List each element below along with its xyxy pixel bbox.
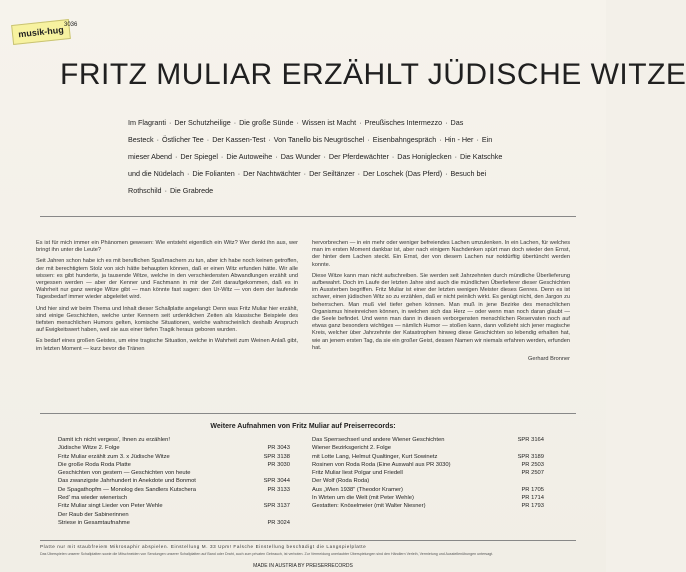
track-title: Der Pferdewächter: [328, 152, 389, 161]
price-sticker: musik-hug: [11, 19, 71, 45]
track-separator: ·: [168, 118, 172, 127]
liner-paragraph: hervorbrechen — in ein mehr oder weniger befreiendes Lachen umzulenken. In ein Lachen, für welches man im ersten Moment dankbar ist, aber nach einigem Nachdenken spürt man doch wieder den Ernst, der hinter dem Lachen steckt. Ein Ernst, der von diesem Lachen nur notdürftig übertüncht werden konnte.: [312, 240, 570, 268]
track-separator: ·: [275, 152, 278, 161]
record-number: [284, 436, 290, 444]
record-title: Jüdische Witze 2. Folge: [58, 445, 120, 452]
record-number: PR 3030: [267, 461, 290, 468]
liner-notes-left: [36, 240, 298, 357]
record-entry: [312, 469, 544, 477]
record-number: SPR 3044: [263, 478, 290, 485]
record-title: Striese in Gesamtaufnahme: [58, 519, 130, 526]
track-title: Der Loschek (Das Pferd): [363, 169, 443, 178]
record-entry: [58, 461, 290, 469]
more-recordings-heading: Weitere Aufnahmen von Fritz Muliar auf Preiserrecords:: [210, 423, 396, 430]
track-separator: ·: [156, 135, 159, 144]
record-number: PR 1714: [521, 495, 544, 502]
liner-paragraph: Diese Witze kann man nicht aufschreiben. Sie werden seit Jahrzehnten durch mündliche Überlieferung aufbewahrt. Doch im Laufe der letzten Jahre sind auch die mündlichen Überlieferer dieser Geschichten im Aussterben begriffen. Fritz Muliar ist einer der letzten wenigen Meister dieses Genres. Denn es ist schwer, einen jüdischen Witz so zu erzählen, daß er nicht peinlich wirkt. Es genügt nicht, den Jargon zu beherrschen. Man muß viel tiefer gehen können. Man muß in jene Bezirke des menschlichen Organismus hineinreichen können, in welchen sich das Herz — oder wenn man noch daran glaubt — die Seele befindet. Und wenn man dann in diesen verborgensten menschlichen Reservaten noch auf etwas ganz besonders wichtiges — nämlich Humor — stoßen kann, dann vollzieht sich jener magische Kreis, welcher über Jahrzehnte der Katastrophen hinweg diese Geschichten so lebendig erhalten hat, wie an jenem ersten Tag, da sie ein großer Geist, dessen Namen wir niemals erfahren werden, erfunden hat.: [312, 272, 570, 351]
record-entry: [58, 469, 290, 477]
record-entry: [58, 477, 290, 485]
record-title: Fritz Muliar singt Lieder von Peter Wehle: [58, 503, 163, 510]
record-entry: [58, 453, 290, 461]
record-number: PR 3133: [267, 486, 290, 493]
record-entry: [312, 477, 544, 485]
track-title: Besuch bei Rothschild: [128, 169, 487, 195]
track-separator: ·: [445, 169, 448, 178]
track-separator: ·: [454, 152, 457, 161]
track-title: Von Tanello bis Neugröschel: [273, 135, 365, 144]
track-separator: ·: [164, 186, 167, 195]
track-separator: ·: [186, 169, 190, 178]
record-entry: [312, 494, 544, 502]
track-separator: ·: [391, 152, 395, 161]
record-entry: [58, 436, 290, 444]
track-separator: ·: [174, 152, 178, 161]
record-title: Gestatten: Knöselmeier (mit Walter Niesner): [312, 503, 426, 510]
track-separator: ·: [233, 118, 237, 127]
track-title: Im Flagranti: [128, 118, 166, 127]
record-title: In Wirten um die Welt (mit Peter Wehle): [312, 495, 414, 502]
track-separator: ·: [296, 118, 299, 127]
record-number: [284, 469, 290, 477]
record-title: Fritz Muliar erzählt zum 3. x Jüdische Witze: [58, 453, 170, 460]
track-title: Die Grabrede: [169, 186, 214, 195]
record-number: PR 2507: [521, 470, 544, 477]
record-number: PR 1705: [521, 486, 544, 493]
record-entry: [58, 444, 290, 452]
record-number: [538, 477, 544, 485]
record-number: SPR 3138: [263, 453, 290, 460]
track-separator: ·: [303, 169, 307, 178]
track-separator: ·: [359, 118, 362, 127]
record-entry: [312, 461, 544, 469]
liner-notes-right: [312, 240, 570, 367]
record-title: Rosinen von Roda Roda (Eine Auswahl aus PR 3030): [312, 461, 451, 468]
track-title: Der Spiegel: [180, 152, 218, 161]
divider-middle: [40, 413, 576, 414]
record-entry: [312, 444, 544, 452]
track-separator: ·: [367, 135, 370, 144]
track-title: Eisenbahngespräch: [372, 135, 437, 144]
record-title: mit Lotte Lang, Helmut Qualtinger, Kurt Sowinetz: [312, 453, 438, 460]
track-separator: ·: [323, 152, 326, 161]
record-number: SPR 3164: [517, 437, 544, 443]
track-title: Ein mieser Abend: [128, 135, 493, 161]
track-title: Die Folianten: [192, 169, 235, 178]
record-number: PR 1793: [521, 503, 544, 510]
record-entry: [58, 519, 290, 527]
record-title: Wiener Bezirksgericht 2. Folge: [312, 445, 391, 452]
track-list: [128, 114, 513, 199]
track-title: Der Nachtwächter: [243, 169, 301, 178]
records-list-left: [58, 436, 290, 527]
record-number: [284, 494, 290, 502]
record-number: [538, 444, 544, 452]
track-title: Wissen ist Macht: [301, 118, 357, 127]
record-number: SPR 3137: [263, 503, 290, 510]
record-title: Damit ich nicht vergess', Ihnen zu erzählen!: [58, 437, 170, 443]
track-title: Der Kassen-Test: [212, 135, 266, 144]
track-separator: ·: [237, 169, 241, 178]
track-separator: ·: [220, 152, 224, 161]
record-number: [284, 511, 290, 519]
track-separator: ·: [206, 135, 210, 144]
track-separator: ·: [268, 135, 271, 144]
record-title: Das Sperrsechserl und andere Wiener Geschichten: [312, 437, 445, 443]
record-title: Aus „Wien 1938" (Theodor Kramer): [312, 486, 403, 493]
divider-top: [40, 216, 576, 217]
record-title: Der Raub der Sabinerinnen: [58, 511, 129, 518]
record-title: Fritz Muliar liest Polgar und Friedell: [312, 470, 403, 477]
track-title: Der Seiltänzer: [309, 169, 355, 178]
record-entry: [312, 436, 544, 444]
record-entry: [312, 502, 544, 510]
track-title: Die Katschke und die Nüdelach: [128, 152, 503, 178]
liner-paragraph: Es bedarf eines großen Geistes, um eine tragische Situation, welche in Wahrheit zum Weinen Anlaß gibt, im letzten Moment — kurz bevor die Tränen: [36, 338, 298, 352]
track-title: Der Schutzheilige: [174, 118, 231, 127]
record-entry: [312, 453, 544, 461]
track-separator: ·: [476, 135, 479, 144]
track-title: Hin - Her: [444, 135, 474, 144]
record-title: Geschichten von gestern — Geschichten von heute: [58, 470, 191, 477]
record-number: PR 3043: [267, 445, 290, 452]
made-in-label: MADE IN AUSTRIA BY PREISERRECORDS: [253, 563, 353, 569]
track-title: Die große Sünde: [239, 118, 294, 127]
record-entry: [58, 494, 290, 502]
record-title: Die große Roda Roda Platte: [58, 461, 131, 468]
copyright-notice: Das Überspielen unserer Schallplatten sowie die Mitschneiden von Sendungen unserer Schallplatten auf Band oder Draht, auch zum privaten Gebrauch, ist verboten. Zur Vermeidung unerlaubter Überspielungen sind den Händlern Verleih, Vermietung und Ausstellenübungen untersagt.: [40, 552, 494, 556]
record-title: Der Wolf (Roda Roda): [312, 478, 370, 485]
record-entry: [58, 502, 290, 510]
liner-paragraph: Es ist für mich immer ein Phänomen gewesen: Wie entsteht eigentlich ein Witz? Wer denkt ihn aus, wer bringt ihn unter die Leute?: [36, 240, 298, 254]
track-separator: ·: [445, 118, 448, 127]
track-title: Preußisches Intermezzo: [364, 118, 443, 127]
record-number: SPR 3189: [517, 453, 544, 460]
album-title: FRITZ MULIAR ERZÄHLT JÜDISCHE WITZE: [60, 58, 686, 91]
divider-bottom: [40, 540, 576, 541]
track-title: Östlicher Tee: [161, 135, 204, 144]
record-title: Red' ma wieder wienerisch: [58, 495, 128, 502]
records-list-right: [312, 436, 544, 511]
track-title: Das Wunder: [280, 152, 321, 161]
track-separator: ·: [357, 169, 361, 178]
record-title: Das zwanzigste Jahrhundert in Anekdote und Bonmot: [58, 478, 196, 485]
liner-paragraph: Seit Jahren schon habe ich es mit beruflichen Spaßmachern zu tun, aber ich habe noch keinen getroffen, der mit berechtigtem Stolz von sich hätte behaupten können, daß er einen Witz erfunden hätte. Wir alle wissen: es gibt hunderte, ja tausende Witze, welche in den verschiedensten Abwandlungen erzählt und vergessen werden — aber der Kenner und Fachmann in mir der Zeit daraufgekommen, daß es in Wahrheit nur ganz wenige Witze gibt — man könnte fast sagen: den Ur-Witz — von dem der laufende Tagesbedarf immer wieder abgeleitet wird.: [36, 258, 298, 301]
liner-paragraph: Und hier sind wir beim Thema und Inhalt dieser Schallplatte angelangt: Denn was Fritz Muliar hier erzählt, sind einige Geschichten, welche unter Kennern seit urdenklichen Zeiten als klassische Beispiele des tiefsten menschlichen Humors gelten, komische Situationen, welche wahrscheinlich deshalb Anspruch auf Ewigkeitswert haben, weil sie aus einer tiefen Tragik heraus geboren wurden.: [36, 305, 298, 334]
playback-notice: Platte nur mit staubfreiem Mikrosaphir abspielen. Einstellung M. 33 Upm! Falsche Einstellung beschädigt die Langspielplatte: [40, 544, 367, 549]
track-separator: ·: [439, 135, 442, 144]
liner-signature: Gerhard Bronner: [528, 356, 570, 363]
catalog-number: 3036: [64, 22, 78, 28]
track-title: Die Autoweihe: [226, 152, 273, 161]
track-title: Das Besteck: [128, 118, 464, 144]
record-entry: [58, 511, 290, 519]
record-number: PR 2503: [521, 461, 544, 468]
record-number: PR 3024: [267, 519, 290, 526]
record-entry: [312, 486, 544, 494]
track-title: Das Honiglecken: [397, 152, 452, 161]
record-title: De Spagathopfm — Monolog des Sandlers Kutschera: [58, 486, 196, 493]
record-entry: [58, 486, 290, 494]
